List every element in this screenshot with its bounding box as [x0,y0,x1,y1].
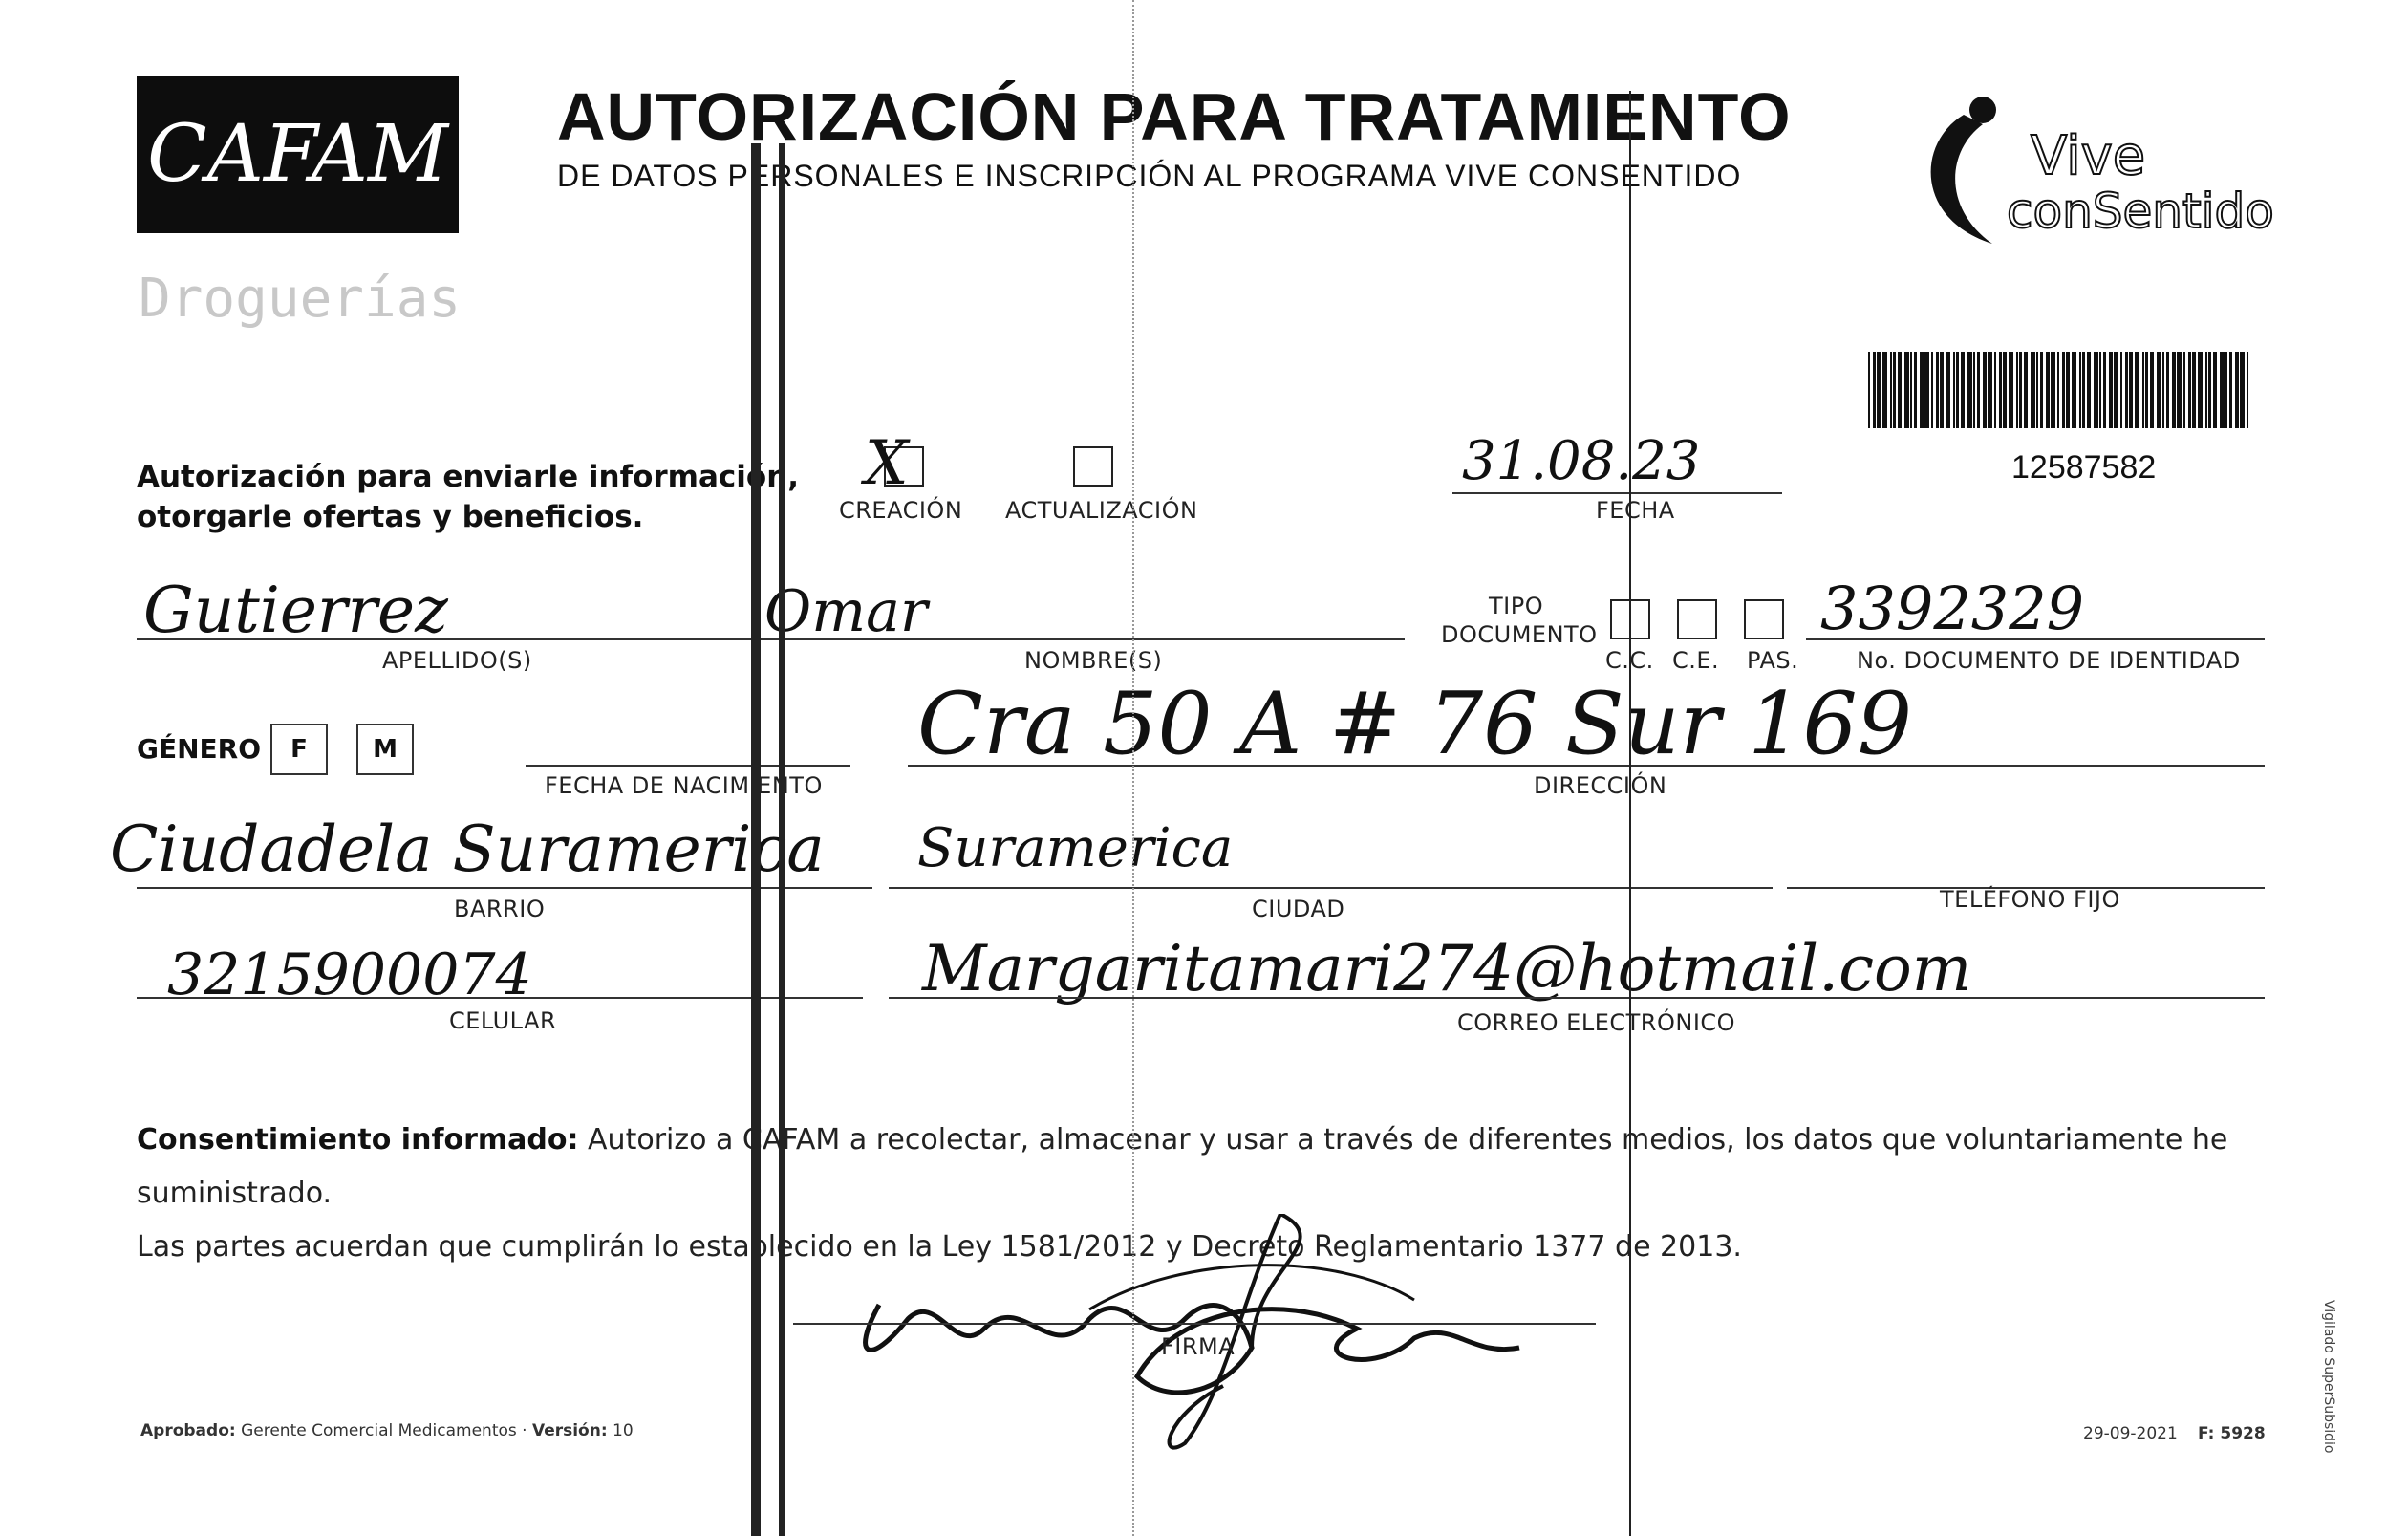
barcode-bar [2003,352,2007,428]
barcode-bar [2031,352,2035,428]
barcode-bar [2072,352,2076,428]
celular-value: 3215900074 [167,941,532,1008]
documento-label: DOCUMENTO [1441,621,1598,648]
barcode-bar [1977,352,1980,428]
creacion-label: CREACIÓN [839,497,963,524]
barcode-bar [2142,352,2144,428]
pas-checkbox[interactable] [1744,599,1784,639]
creacion-check-mark: X [865,428,909,499]
barcode [1868,352,2255,428]
barcode-bar [2172,352,2176,428]
signature-label: FIRMA [1161,1333,1236,1360]
barcode-bar [2082,352,2085,428]
barcode-bar [1882,352,1887,428]
authorization-text [137,457,799,537]
barcode-bar [1898,352,1902,428]
barcode-bar [1893,352,1896,428]
vive-logo-top: Vive [2031,125,2146,187]
barcode-bar [1940,352,1944,428]
barcode-bar [1873,352,1876,428]
barcode-bar [2162,352,2164,428]
fecha-label: FECHA [1596,497,1675,524]
barcode-bar [2220,352,2225,428]
barcode-bar [2213,352,2217,428]
barcode-bar [1961,352,1965,428]
vive-logo-bottom: conSentido [2007,184,2274,239]
vive-logo-head [1969,97,1996,123]
footer-separator: · [522,1421,527,1440]
barcode-bar [1953,352,1955,428]
barcode-bar [2208,352,2211,428]
ciudad-value: Suramerica [917,817,1234,879]
apellido-value: Gutierrez [143,573,448,647]
correo-value: Margaritamari274@hotmail.com [922,932,1972,1006]
ce-label: C.E. [1672,647,1720,674]
barcode-bar [1924,352,1929,428]
barcode-bar [2079,352,2081,428]
correo-line [889,997,2265,999]
barcode-bar [2240,352,2245,428]
direccion-label: DIRECCIÓN [1534,772,1667,799]
barcode-bar [2225,352,2227,428]
direccion-line [908,765,2265,767]
scan-fold-line [1132,0,1134,1536]
aprobado-label: Aprobado: [140,1421,236,1440]
barcode-bar [2177,352,2182,428]
barcode-bar [1956,352,1959,428]
barcode-bar [2051,352,2055,428]
authorization-line-1: Autorización para enviarle información, [137,460,800,494]
barcode-bar [1988,352,1992,428]
pas-label: PAS. [1747,647,1799,674]
direccion-value: Cra 50 A # 76 Sur 169 [917,674,1913,774]
barcode-bar [1994,352,1996,428]
genero-f-checkbox[interactable]: F [270,724,328,775]
barcode-bar [2016,352,2018,428]
barcode-bar [2103,352,2106,428]
ce-checkbox[interactable] [1677,599,1717,639]
barcode-bar [2087,352,2091,428]
barcode-bar [1920,352,1924,428]
ciudad-label: CIUDAD [1252,896,1345,922]
side-vigilado-text: Vigilado SuperSubsidio [2321,1300,2336,1454]
barcode-bar [2229,352,2232,428]
barcode-bar [2247,352,2248,428]
barcode-bar [2157,352,2161,428]
form-subtitle: DE DATOS PERSONALES E INSCRIPCIÓN AL PROGRAMA VIVE CONSENTIDO [557,159,1742,193]
vive-consentido-logo [1906,86,2279,249]
barcode-bar [2109,352,2113,428]
barcode-bar [2198,352,2203,428]
barcode-bar [2036,352,2038,428]
nombre-label: NOMBRE(S) [1024,647,1163,674]
barcode-bar [2145,352,2148,428]
documento-numero-label: No. DOCUMENTO DE IDENTIDAD [1857,647,2241,674]
barcode-bar [2205,352,2207,428]
barrio-value: Ciudadela Suramerica [110,812,825,886]
fecha-line [1452,492,1782,494]
barcode-bar [2057,352,2059,428]
telefono-label: TELÉFONO FIJO [1940,886,2120,913]
correo-label: CORREO ELECTRÓNICO [1457,1009,1736,1036]
consent-lead: Consentimiento informado: [137,1123,579,1157]
version-label: Versión: [531,1421,608,1440]
fecha-value: 31.08.23 [1462,430,1701,492]
faded-drogerias-text: Droguerías [139,268,462,330]
vive-logo-swoosh [1931,115,1992,244]
tipo-label: TIPO [1489,593,1544,619]
barcode-bar [2009,352,2013,428]
cafam-logo: CAFAM [137,76,459,233]
nombre-value: Omar [764,578,928,645]
barcode-bar [2024,352,2028,428]
documento-value: 3392329 [1820,573,2085,643]
actualizacion-checkbox[interactable] [1073,446,1113,487]
scan-artifact-bar [779,143,785,1536]
celular-label: CELULAR [449,1007,557,1034]
barcode-bar [2046,352,2050,428]
barcode-bar [2094,352,2098,428]
barcode-bar [1999,352,2002,428]
barcode-bar [1868,352,1870,428]
barcode-bar [2166,352,2169,428]
barcode-bar [1983,352,1987,428]
documento-line [1806,638,2265,640]
genero-label: GÉNERO [137,733,262,765]
scan-artifact-bar [751,143,761,1536]
barcode-bar [2125,352,2128,428]
barcode-bar [1931,352,1933,428]
barcode-bar [1967,352,1972,428]
barcode-bar [2066,352,2070,428]
barcode-bar [1890,352,1892,428]
apellido-line [137,638,758,640]
genero-m-checkbox[interactable]: M [356,724,414,775]
scan-artifact-line [1629,91,1631,1536]
footer-code: F: 5928 [2198,1424,2266,1443]
barcode-bar [2099,352,2101,428]
ciudad-line [889,887,1773,889]
barcode-bar [2120,352,2122,428]
barcode-bar [2040,352,2043,428]
barcode-bar [2062,352,2065,428]
barcode-bar [1904,352,1909,428]
nacimiento-label: FECHA DE NACIMIENTO [545,772,823,799]
form-title: AUTORIZACIÓN PARA TRATAMIENTO [557,79,1792,154]
barcode-bar [1877,352,1881,428]
barcode-bar [2183,352,2185,428]
footer-date: 29-09-2021 [2083,1424,2178,1443]
footer-approval [140,1421,634,1440]
signature-line [793,1323,1596,1325]
nombre-line [760,638,1405,640]
barcode-bar [2114,352,2118,428]
barcode-bar [2192,352,2196,428]
version-value: 10 [613,1421,634,1440]
barcode-bar [2135,352,2139,428]
actualizacion-label: ACTUALIZACIÓN [1005,497,1198,524]
barcode-bar [2019,352,2022,428]
barcode-bar [2150,352,2154,428]
aprobado-value: Gerente Comercial Medicamentos [241,1421,517,1440]
barrio-line [137,887,872,889]
consent-line-1-text: Autorizo a CAFAM a recolectar, almacenar y usar a través de diferentes medios, los datos que voluntariamente he suministrado. [137,1123,2228,1210]
nacimiento-line [526,765,850,767]
consent-line-2: Las partes acuerdan que cumplirán lo establecido en la Ley 1581/2012 y Decreto Reglamentario 1377 de 2013. [137,1230,1742,1264]
barcode-bar [2129,352,2133,428]
barcode-bar [1973,352,1975,428]
cc-label: C.C. [1605,647,1654,674]
barcode-bar [1914,352,1917,428]
authorization-line-2: otorgarle ofertas y beneficios. [137,500,644,534]
barcode-bar [1946,352,1950,428]
barcode-bar [2188,352,2191,428]
barrio-label: BARRIO [454,896,546,922]
document-number: 12587582 [2011,449,2157,486]
barcode-bar [1936,352,1939,428]
barcode-bar [2235,352,2239,428]
apellido-label: APELLIDO(S) [382,647,532,674]
consent-line-1 [137,1114,2268,1221]
barcode-bar [1910,352,1912,428]
